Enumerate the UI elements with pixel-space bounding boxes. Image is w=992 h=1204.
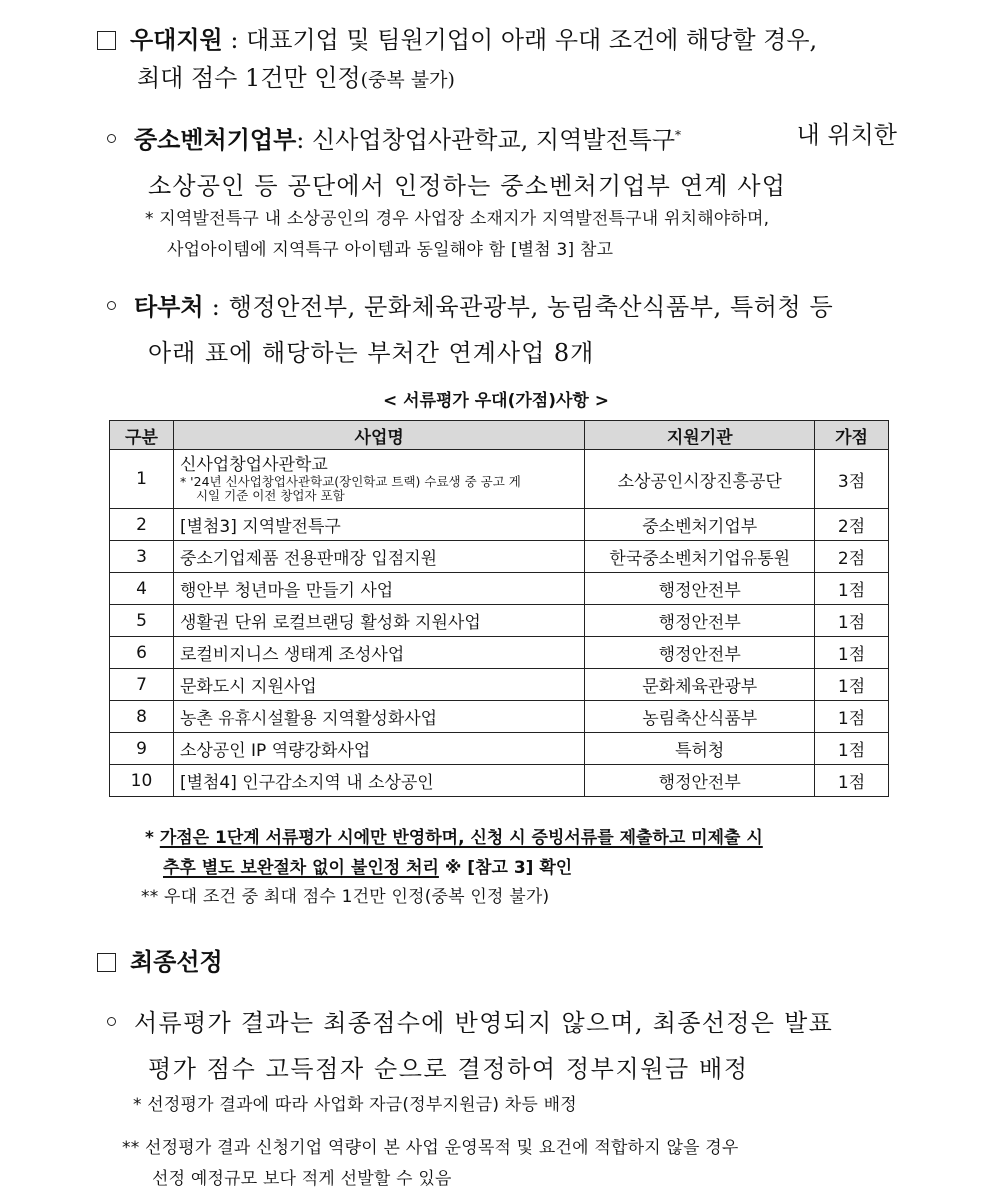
bullet-title: 타부처	[134, 292, 204, 321]
row-no: 3	[110, 541, 174, 573]
preference-table	[109, 420, 889, 797]
table-row	[110, 733, 889, 765]
table-row	[110, 765, 889, 797]
row-points: 3점	[815, 450, 889, 509]
section-title: 우대지원	[130, 25, 223, 54]
bullet-text: 서류평가 결과는 최종점수에 반영되지 않으며, 최종선정은 발표	[134, 1009, 834, 1037]
bonus-notice-line1: 가점은 1단계 서류평가 시에만 반영하며, 신청 시 증빙서류를 제출하고 미제출 시	[159, 828, 763, 848]
table-row	[110, 573, 889, 605]
section-text-paren: (중복 불가)	[360, 69, 455, 91]
row-points: 2점	[815, 541, 889, 573]
header-points: 가점	[815, 421, 889, 450]
footnote-line2: 사업아이템에 지역특구 아이템과 동일해야 함 [별첨 3] 참고	[167, 240, 614, 260]
bonus-notice	[145, 823, 905, 883]
table-row	[110, 637, 889, 669]
section-heading-preference	[97, 22, 907, 58]
bullet-final-selection	[107, 1000, 897, 1092]
section-text-line2	[137, 60, 455, 98]
header-agency: 지원기관	[585, 421, 815, 450]
row-points: 1점	[815, 669, 889, 701]
row-program: 행안부 청년마을 만들기 사업	[173, 573, 584, 605]
row-program: 로컬비지니스 생태계 조성사업	[173, 637, 584, 669]
table-row	[110, 669, 889, 701]
footnote-special-zone	[145, 204, 905, 266]
row-program: 문화도시 지원사업	[173, 669, 584, 701]
bonus-notice-ref: ※ [참고 3] 확인	[438, 858, 573, 878]
checkbox-square-icon	[97, 31, 116, 50]
bullet-sme-ministry	[107, 112, 897, 209]
checkbox-square-icon	[97, 953, 116, 972]
footnote-line1: * 지역발전특구 내 소상공인의 경우 사업장 소재지가 지역발전특구내 위치해야하며,	[145, 209, 770, 229]
table-row	[110, 450, 889, 509]
row-agency: 행정안전부	[585, 637, 815, 669]
bonus-notice-line2: 추후 별도 보완절차 없이 불인정 처리	[163, 858, 439, 878]
row-no: 8	[110, 701, 174, 733]
row-agency: 농림축산식품부	[585, 701, 815, 733]
final-note-2-line2: 선정 예정규모 보다 적게 선발할 수 있음	[152, 1169, 452, 1189]
table-row	[110, 701, 889, 733]
row-program-name: 신사업창업사관학교	[179, 455, 328, 475]
footnote-mark: *	[675, 128, 682, 142]
row-agency: 특허청	[585, 733, 815, 765]
row-program-note-cont: 시일 기준 이전 창업자 포함	[195, 488, 345, 503]
bullet-title: 중소벤처기업부	[134, 125, 297, 154]
header-no: 구분	[110, 421, 174, 450]
row-agency: 행정안전부	[585, 765, 815, 797]
circle-bullet-icon	[107, 301, 116, 310]
bullet-text: : 신사업창업사관학교, 지역발전특구	[296, 126, 676, 154]
final-note-2-line1: ** 선정평가 결과 신청기업 역량이 본 사업 운영목적 및 요건에 적합하지 않을 경우	[122, 1138, 739, 1158]
final-note-1: * 선정평가 결과에 따라 사업화 자금(정부지원금) 차등 배정	[133, 1095, 577, 1115]
row-program: [별첨4] 인구감소지역 내 소상공인	[173, 765, 584, 797]
table-header-row	[110, 421, 889, 450]
row-program: 중소기업제품 전용판매장 입점지원	[173, 541, 584, 573]
table-caption: < 서류평가 우대(가점)사항 >	[382, 391, 609, 411]
row-no: 4	[110, 573, 174, 605]
row-points: 2점	[815, 509, 889, 541]
bullet-text-line2: 아래 표에 해당하는 부처간 연계사업 8개	[148, 339, 595, 367]
row-no: 10	[110, 765, 174, 797]
bullet-text-line2: 소상공인 등 공단에서 인정하는 중소벤처기업부 연계 사업	[148, 172, 787, 200]
bullet-text-tail: 내 위치한	[796, 121, 897, 149]
circle-bullet-icon	[107, 1017, 116, 1026]
row-program: 생활권 단위 로컬브랜딩 활성화 지원사업	[173, 605, 584, 637]
row-points: 1점	[815, 765, 889, 797]
row-agency: 문화체육관광부	[585, 669, 815, 701]
section-text-main: 최대 점수 1건만 인정	[137, 64, 361, 92]
row-program-note: * '24년 신사업창업사관학교(장인학교 트랙) 수료생 중 공고 게	[179, 474, 521, 489]
row-agency: 중소벤처기업부	[585, 509, 815, 541]
row-no: 1	[110, 450, 174, 509]
section-title: 최종선정	[130, 947, 223, 976]
row-agency: 행정안전부	[585, 573, 815, 605]
row-program: [별첨3] 지역발전특구	[173, 509, 584, 541]
row-no: 9	[110, 733, 174, 765]
row-no: 6	[110, 637, 174, 669]
table-row	[110, 605, 889, 637]
row-program: 소상공인 IP 역량강화사업	[173, 733, 584, 765]
row-program: 농촌 유휴시설활용 지역활성화사업	[173, 701, 584, 733]
bonus-notice-line3: ** 우대 조건 중 최대 점수 1건만 인정(중복 인정 불가)	[141, 887, 550, 907]
row-points: 1점	[815, 605, 889, 637]
row-program	[173, 450, 584, 509]
header-program: 사업명	[173, 421, 584, 450]
circle-bullet-icon	[107, 134, 116, 143]
bullet-other-ministries	[107, 284, 897, 376]
bullet-text: : 행정안전부, 문화체육관광부, 농림축산식품부, 특허청 등	[203, 293, 834, 321]
asterisk: *	[145, 828, 160, 848]
section-heading-final-selection	[97, 944, 223, 980]
row-no: 2	[110, 509, 174, 541]
row-points: 1점	[815, 733, 889, 765]
final-note-2	[122, 1133, 902, 1195]
row-no: 7	[110, 669, 174, 701]
row-points: 1점	[815, 637, 889, 669]
section-text: : 대표기업 및 팀원기업이 아래 우대 조건에 해당할 경우,	[222, 26, 818, 54]
table-row	[110, 541, 889, 573]
row-agency: 한국중소벤처기업유통원	[585, 541, 815, 573]
row-agency: 소상공인시장진흥공단	[585, 450, 815, 509]
row-points: 1점	[815, 701, 889, 733]
row-agency: 행정안전부	[585, 605, 815, 637]
row-no: 5	[110, 605, 174, 637]
bullet-text-line2: 평가 점수 고득점자 순으로 결정하여 정부지원금 배정	[148, 1055, 749, 1083]
table-row	[110, 509, 889, 541]
row-points: 1점	[815, 573, 889, 605]
